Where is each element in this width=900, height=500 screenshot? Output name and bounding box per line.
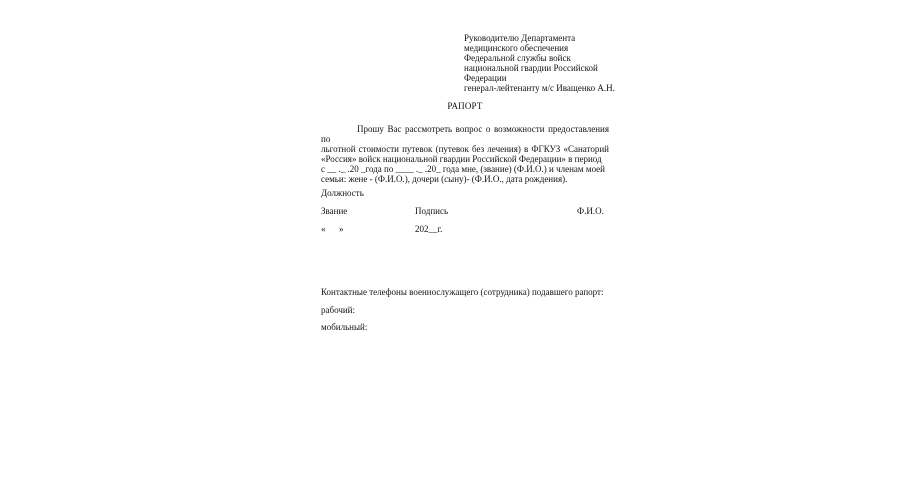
paragraph-line: семьи: жене - (Ф.И.О.), дочери (сыну)- (Ф.И.О., дата рождения).	[321, 174, 568, 184]
paragraph-line: Прошу Вас рассмотреть вопрос о возможности предоставления по	[321, 124, 609, 144]
paragraph-line: с __ ._ .20 _года по ____ ._ .20_ года мне, (звание) (Ф.И.О.) и членам моей	[321, 164, 605, 174]
request-paragraph	[321, 124, 609, 184]
position-label: Должность	[321, 188, 364, 198]
contacts-heading: Контактные телефоны военнослужащего (сотрудника) подавшего рапорт:	[321, 287, 604, 297]
date-day-month: « »	[321, 224, 344, 234]
paragraph-line: «Россия» войск национальной гвардии Российской Федерации» в период	[321, 154, 602, 164]
addressee-line: Федерации	[464, 73, 507, 83]
full-name-label: Ф.И.О.	[577, 206, 604, 216]
addressee-line: национальной гвардии Российской	[464, 63, 598, 73]
work-phone-label: рабочий:	[321, 305, 356, 315]
addressee-line: Руководителю Департамента	[464, 33, 576, 43]
document-title: РАПОРТ	[447, 101, 483, 111]
date-year: 202__г.	[415, 224, 443, 234]
addressee-block	[464, 33, 614, 93]
signature-label: Подпись	[415, 206, 449, 216]
paragraph-line: льготной стоимости путевок (путевок без лечения) в ФГКУЗ «Санаторий	[321, 144, 609, 154]
addressee-line: медицинского обеспечения	[464, 43, 569, 53]
addressee-line: Федеральной службы войск	[464, 53, 571, 63]
mobile-phone-label: мобильный:	[321, 322, 368, 332]
addressee-line: генерал-лейтенанту м/с Иващенко А.Н.	[464, 83, 615, 93]
rank-label: Звание	[321, 206, 348, 216]
